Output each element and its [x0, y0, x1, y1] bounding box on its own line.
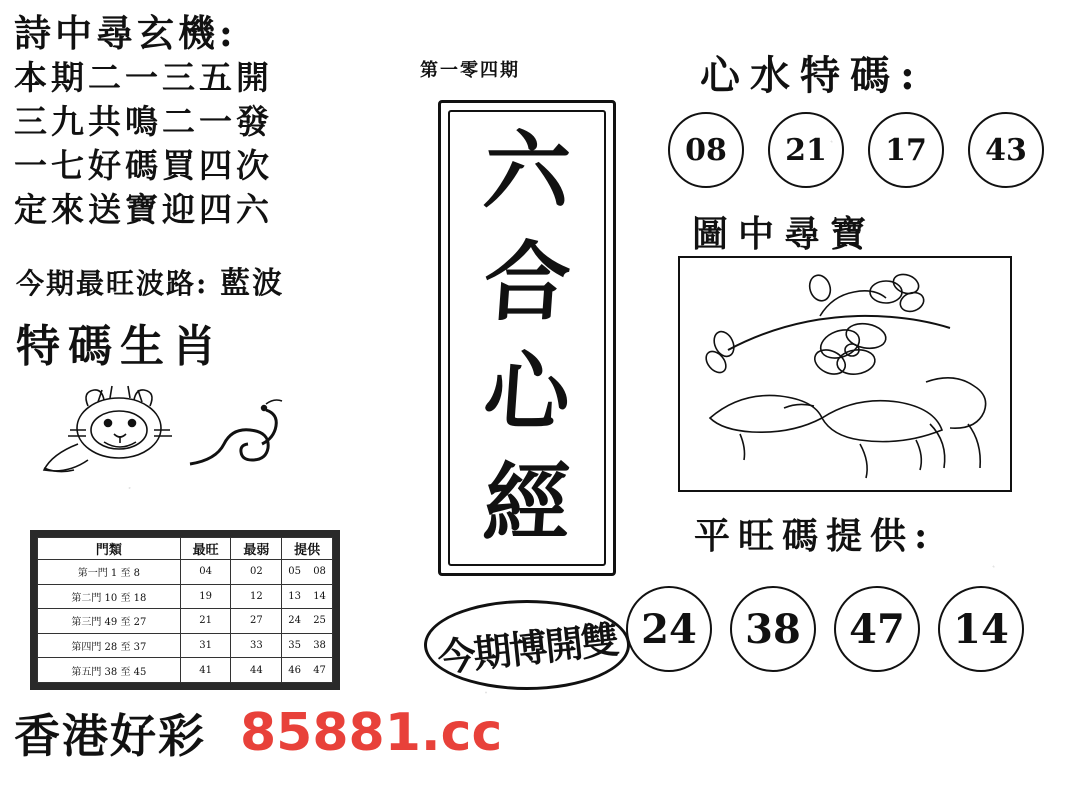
- col-strongest: 最旺: [180, 538, 231, 560]
- poem-title: 詩中尋玄機:: [14, 11, 237, 55]
- table-row: [38, 658, 333, 683]
- door-category-table-frame: [30, 530, 340, 690]
- table-row: [38, 633, 333, 658]
- title-char-1: 六: [480, 121, 574, 223]
- title-char-3: 心: [480, 342, 574, 444]
- title-char-2: 合: [480, 231, 574, 333]
- row-label: 第五門 38 至 45: [38, 658, 181, 683]
- cell-weakest: 33: [231, 633, 282, 658]
- stamp-oval: [424, 600, 630, 690]
- cell-provided: 05 08: [282, 560, 333, 585]
- picture-heading: 圖中尋寶: [692, 213, 877, 255]
- poem-line-1: 本期二一三五開: [14, 58, 273, 97]
- table-row: [38, 609, 333, 634]
- cell-provided: 24 25: [282, 609, 333, 634]
- cell-weakest: 12: [231, 584, 282, 609]
- number-ball: 17: [868, 112, 944, 188]
- number-ball: 47: [834, 586, 920, 672]
- number-ball: 14: [938, 586, 1024, 672]
- issue-number: 第一零四期: [420, 60, 520, 81]
- number-ball: 24: [626, 586, 712, 672]
- site-name: 香港好彩: [14, 709, 206, 763]
- cell-weakest: 27: [231, 609, 282, 634]
- table-row: [38, 560, 333, 585]
- site-url[interactable]: 85881.cc: [240, 703, 503, 763]
- row-label: 第二門 10 至 18: [38, 584, 181, 609]
- zodiac-animals-illustration: [14, 368, 314, 478]
- plain-numbers-heading: 平旺碼提供:: [694, 515, 936, 557]
- cell-strongest: 19: [180, 584, 231, 609]
- main-title-vertical: [441, 117, 613, 559]
- special-numbers-row: [668, 112, 1044, 188]
- special-numbers-heading: 心水特碼:: [700, 52, 925, 99]
- col-provided: 提供: [282, 538, 333, 560]
- cell-provided: 46 47: [282, 658, 333, 683]
- row-label: 第四門 28 至 37: [38, 633, 181, 658]
- cell-strongest: 31: [180, 633, 231, 658]
- table-row: [38, 584, 333, 609]
- cell-strongest: 04: [180, 560, 231, 585]
- number-ball: 21: [768, 112, 844, 188]
- poem-block: [14, 10, 344, 232]
- wave-route: [16, 258, 284, 302]
- poem-line-4: 定來送寶迎四六: [14, 190, 273, 229]
- wave-value: 藍波: [220, 266, 285, 301]
- poem-line-3: 一七好碼買四次: [14, 146, 273, 185]
- cell-provided: 13 14: [282, 584, 333, 609]
- cell-weakest: 02: [231, 560, 282, 585]
- cell-provided: 35 38: [282, 633, 333, 658]
- title-char-4: 經: [480, 452, 574, 554]
- poem-line-2: 三九共鳴二一發: [14, 102, 273, 141]
- number-ball: 08: [668, 112, 744, 188]
- stamp-text: 今期博開雙: [435, 616, 620, 680]
- number-ball: 38: [730, 586, 816, 672]
- table-header-row: [38, 538, 333, 560]
- col-category: 門類: [38, 538, 181, 560]
- col-weakest: 最弱: [231, 538, 282, 560]
- plain-numbers-row: [626, 586, 1024, 672]
- zodiac-title: 特碼生肖: [16, 321, 224, 372]
- number-ball: 43: [968, 112, 1044, 188]
- cell-strongest: 41: [180, 658, 231, 683]
- wave-label: 今期最旺波路:: [16, 267, 209, 300]
- row-label: 第一門 1 至 8: [38, 560, 181, 585]
- footer: [14, 700, 502, 766]
- cell-strongest: 21: [180, 609, 231, 634]
- main-title-box: [438, 100, 616, 576]
- cell-weakest: 44: [231, 658, 282, 683]
- row-label: 第三門 49 至 27: [38, 609, 181, 634]
- door-category-table: [37, 537, 333, 683]
- picture-illustration-frame: [678, 256, 1012, 492]
